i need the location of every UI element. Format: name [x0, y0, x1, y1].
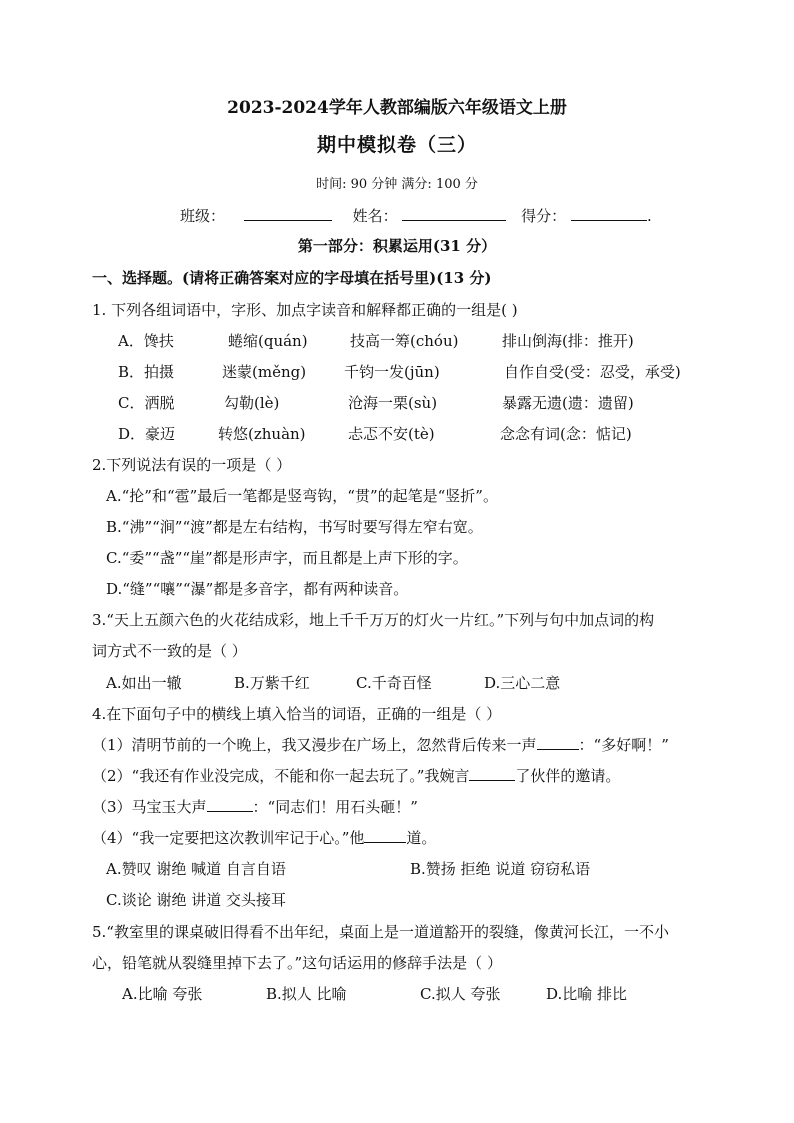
q5-stem-line1: 5.“教室里的课桌破旧得看不出年纪，桌面上是一道道豁开的裂缝，像黄河长江，一不小 [92, 923, 669, 941]
q5-stem-line2: 心，铅笔就从裂缝里掉下去了。”这句话运用的修辞手法是（ ） [92, 954, 502, 972]
q4-item-2-text-a: （2）“我还有作业没完成，不能和你一起去玩了。”我婉言 [92, 767, 470, 785]
name-label: 姓名： [352, 207, 398, 225]
q1-row-a-word3: 技高一筹(chóu) [350, 332, 459, 350]
section1-heading: 一、选择题。(请将正确答案对应的字母填在括号里)(13 分) [92, 269, 492, 287]
q4-item-3 [92, 797, 418, 817]
q1-row-a-word1: A．馋扶 [118, 332, 174, 350]
q4-item-1-blank[interactable] [537, 735, 579, 750]
q1-row-d-word3: 忐忑不安(tè) [348, 425, 435, 443]
score-label: 得分： [521, 207, 567, 225]
q2-stem: 2.下列说法有误的一项是（ ） [92, 456, 292, 474]
q1-row-b-word1: B．拍摄 [118, 363, 175, 381]
q4-option-c: C.谈论 谢绝 讲道 交头接耳 [106, 891, 287, 909]
exam-time-score: 时间: 90 分钟 满分: 100 分 [316, 177, 478, 192]
q4-stem: 4.在下面句子中的横线上填入恰当的词语，正确的一组是（ ） [92, 705, 502, 723]
class-label: 班级： [180, 207, 226, 225]
part1-heading: 第一部分：积累运用(31 分） [297, 237, 497, 255]
q1-row-b-word2: 迷蒙(měng) [222, 363, 307, 381]
exam-title: 2023-2024学年人教部编版六年级语文上册 [227, 98, 567, 118]
q3-stem-line2: 词方式不一致的是（ ） [92, 642, 247, 660]
q4-item-2-text-b: 了伙伴的邀请。 [515, 767, 621, 785]
q1-row-d-word2: 转悠(zhuàn) [218, 425, 306, 443]
end-mark: . [646, 207, 652, 225]
q1-row-c-word4: 暴露无遗(遗：遗留) [502, 394, 634, 412]
name-blank[interactable] [402, 206, 506, 221]
class-blank[interactable] [244, 206, 332, 221]
q4-item-4-text-b: 道。 [406, 829, 437, 847]
q3-option-b: B.万紫千红 [234, 674, 310, 692]
q5-option-b: B.拟人 比喻 [266, 985, 347, 1003]
q2-option-d: D.“缝”“嚷”“瀑”都是多音字，都有两种读音。 [106, 580, 409, 598]
q1-row-d-word4: 念念有词(念：惦记) [500, 425, 632, 443]
q3-option-c: C.千奇百怪 [356, 674, 432, 692]
q4-option-a: A.赞叹 谢绝 喊道 自言自语 [106, 860, 286, 878]
q1-row-d-word1: D．豪迈 [118, 425, 176, 443]
q4-item-1-text-a: （1）清明节前的一个晚上，我又漫步在广场上，忽然背后传来一声 [92, 736, 537, 754]
q4-item-2 [92, 766, 620, 786]
student-info-row [180, 206, 652, 226]
q3-option-a: A.如出一辙 [106, 674, 182, 692]
q4-item-2-blank[interactable] [469, 766, 515, 781]
q2-option-a: A.“抡”和“雹”最后一笔都是竖弯钩，“贯”的起笔是“竖折”。 [106, 487, 498, 505]
q1-row-b-word3: 千钧一发(jūn) [344, 363, 440, 381]
q5-option-a: A.比喻 夸张 [122, 985, 203, 1003]
q1-row-a-word2: 蜷缩(quán) [228, 332, 308, 350]
q4-item-1 [92, 735, 669, 755]
q3-option-d: D.三心二意 [484, 674, 561, 692]
q1-row-c-word2: 勾勒(lè) [224, 394, 280, 412]
q4-item-4-text-a: （4）“我一定要把这次教训牢记于心。”他 [92, 829, 365, 847]
q1-row-b-word4: 自作自受(受：忍受，承受) [504, 363, 681, 381]
q1-row-c-word3: 沧海一栗(sù) [348, 394, 438, 412]
q1-row-c-word1: C．洒脱 [118, 394, 175, 412]
q3-stem-line1: 3.“天上五颜六色的火花结成彩，地上千千万万的灯火一片红。”下列与句中加点词的构 [92, 611, 655, 629]
q1-row-a-word4: 排山倒海(排：推开) [502, 332, 634, 350]
q5-option-d: D.比喻 排比 [546, 985, 628, 1003]
q4-option-b: B.赞扬 拒绝 说道 窃窃私语 [410, 860, 591, 878]
exam-subtitle: 期中模拟卷（三） [316, 134, 477, 156]
q4-item-4-blank[interactable] [364, 828, 406, 843]
score-blank[interactable] [571, 206, 647, 221]
q4-item-3-blank[interactable] [207, 797, 253, 812]
q4-item-4 [92, 828, 436, 848]
q4-item-3-text-b: ：“同志们！用石头砸！” [252, 798, 418, 816]
q2-option-b: B.“沸”“涧”“渡”都是左右结构，书写时要写得左窄右宽。 [106, 518, 483, 536]
q5-option-c: C.拟人 夸张 [420, 985, 501, 1003]
q1-stem: 1. 下列各组词语中，字形、加点字读音和解释都正确的一组是( ) [92, 301, 518, 319]
q4-item-1-text-b: ：“多好啊！” [578, 736, 669, 754]
q2-option-c: C.“委”“盏”“崖”都是形声字，而且都是上声下形的字。 [106, 549, 468, 567]
q4-item-3-text-a: （3）马宝玉大声 [92, 798, 207, 816]
